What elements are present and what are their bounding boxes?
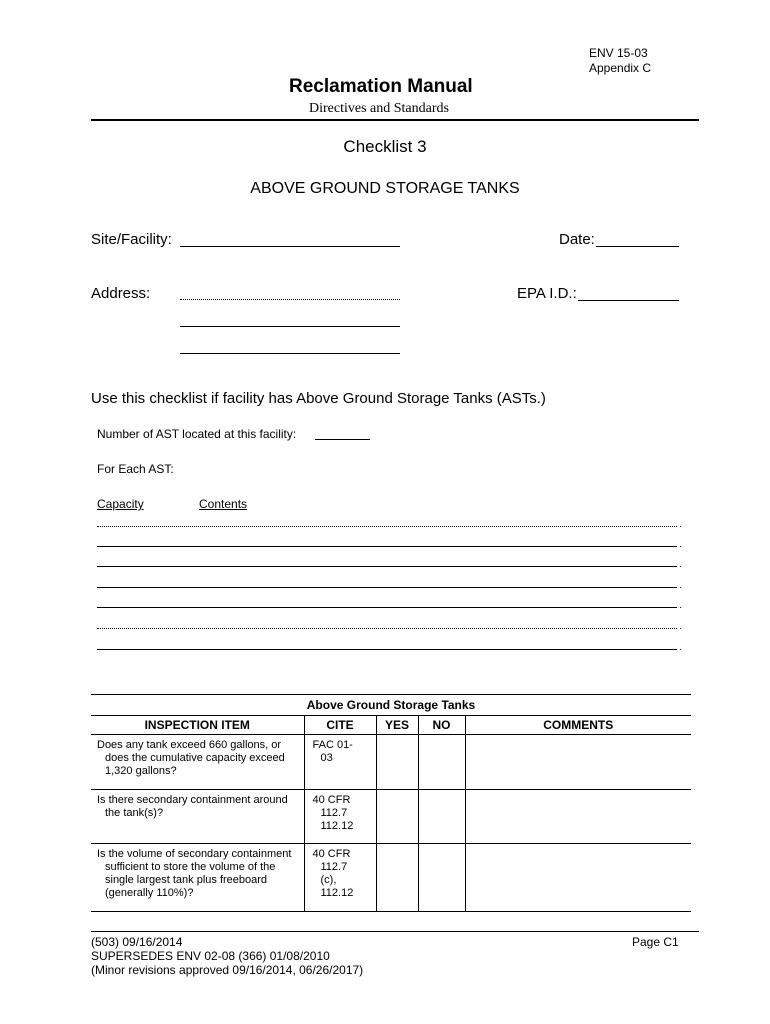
address-field-line-2[interactable] bbox=[180, 312, 400, 327]
table-row bbox=[91, 735, 691, 790]
date-label: Date: bbox=[559, 231, 595, 248]
no-cell[interactable] bbox=[418, 735, 465, 790]
ast-count-field[interactable] bbox=[315, 426, 370, 440]
instruction-text: Use this checklist if facility has Above Ground Storage Tanks (ASTs.) bbox=[91, 390, 546, 407]
table-row bbox=[91, 844, 691, 912]
page-number: Page C1 bbox=[632, 935, 679, 949]
cite-cell: FAC 01- 03 bbox=[304, 735, 376, 790]
column-header-inspection-item: INSPECTION ITEM bbox=[91, 716, 304, 735]
yes-cell[interactable] bbox=[376, 844, 418, 912]
ast-count-label: Number of AST located at this facility: bbox=[97, 427, 297, 441]
epa-id-field[interactable] bbox=[578, 285, 679, 301]
ast-entry-line[interactable]: . bbox=[97, 636, 682, 650]
ast-entry-line[interactable]: . bbox=[97, 574, 682, 588]
table-row bbox=[91, 790, 691, 844]
manual-subtitle: Directives and Standards bbox=[309, 101, 449, 116]
inspection-item-cell: Is there secondary containment around the tank(s)? bbox=[91, 790, 304, 844]
address-field-line-1[interactable] bbox=[180, 286, 400, 300]
header-rule bbox=[91, 119, 699, 121]
inspection-table bbox=[91, 694, 691, 912]
no-cell[interactable] bbox=[418, 790, 465, 844]
ast-entry-line[interactable]: . bbox=[97, 513, 682, 527]
manual-title: Reclamation Manual bbox=[289, 76, 473, 97]
column-header-cite: CITE bbox=[304, 716, 376, 735]
footer-supersedes: SUPERSEDES ENV 02-08 (366) 01/08/2010 bbox=[91, 949, 330, 963]
document-code: ENV 15-03 bbox=[589, 46, 648, 60]
comments-cell[interactable] bbox=[465, 790, 691, 844]
checklist-title: Checklist 3 bbox=[343, 137, 427, 156]
column-header-no: NO bbox=[418, 716, 465, 735]
column-header-yes: YES bbox=[376, 716, 418, 735]
site-facility-field[interactable] bbox=[180, 231, 400, 247]
ast-entry-line[interactable]: . bbox=[97, 615, 682, 629]
for-each-ast-label: For Each AST: bbox=[97, 462, 174, 476]
contents-header: Contents bbox=[199, 497, 248, 511]
address-field-line-3[interactable] bbox=[180, 339, 400, 354]
capacity-header: Capacity bbox=[97, 497, 144, 511]
comments-cell[interactable] bbox=[465, 735, 691, 790]
table-caption: Above Ground Storage Tanks bbox=[91, 695, 691, 716]
footer-info bbox=[91, 935, 363, 977]
inspection-item-cell: Is the volume of secondary containment sufficient to store the volume of the single largest tank plus freeboard (generally 110%)? bbox=[91, 844, 304, 912]
footer-release: (503) 09/16/2014 bbox=[91, 935, 183, 949]
cite-cell: 40 CFR 112.7 112.12 bbox=[304, 790, 376, 844]
column-header-comments: COMMENTS bbox=[465, 716, 691, 735]
yes-cell[interactable] bbox=[376, 735, 418, 790]
epa-id-label: EPA I.D.: bbox=[517, 285, 577, 302]
ast-entry-line[interactable]: . bbox=[97, 553, 682, 567]
date-field[interactable] bbox=[596, 231, 679, 247]
ast-entry-line[interactable]: . bbox=[97, 594, 682, 608]
footer-revisions: (Minor revisions approved 09/16/2014, 06/26/2017) bbox=[91, 963, 364, 977]
no-cell[interactable] bbox=[418, 844, 465, 912]
cite-cell: 40 CFR 112.7 (c), 112.12 bbox=[304, 844, 376, 912]
site-facility-label: Site/Facility: bbox=[91, 231, 172, 248]
document-code-block bbox=[589, 46, 651, 76]
inspection-item-cell: Does any tank exceed 660 gallons, or does the cumulative capacity exceed 1,320 gallons? bbox=[91, 735, 304, 790]
ast-entry-line[interactable]: . bbox=[97, 533, 682, 547]
comments-cell[interactable] bbox=[465, 844, 691, 912]
section-title: ABOVE GROUND STORAGE TANKS bbox=[250, 180, 520, 197]
address-label: Address: bbox=[91, 285, 151, 302]
yes-cell[interactable] bbox=[376, 790, 418, 844]
appendix-label: Appendix C bbox=[589, 61, 652, 75]
footer-rule bbox=[91, 931, 699, 932]
